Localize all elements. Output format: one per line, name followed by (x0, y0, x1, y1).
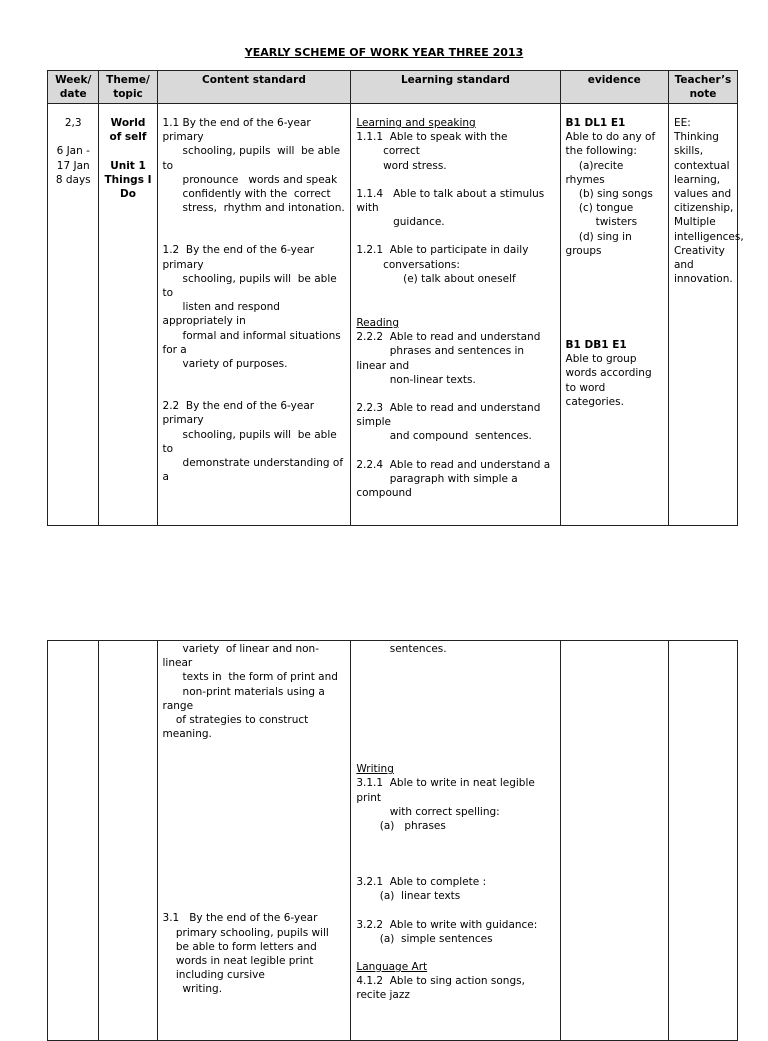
evidence-text-2: Able to group words according to word categories. (565, 353, 655, 408)
content-standard-3-1: 3.1 By the end of the 6-year primary schooling, pupils will be able to form letters and words in neat legible print including cursive writing. (162, 912, 329, 996)
scheme-table-page-2 (47, 640, 738, 1041)
content-cell (157, 104, 351, 526)
header-content: Content standard (157, 71, 351, 104)
table-row (48, 641, 738, 1041)
week-text: 2,3 6 Jan - 17 Jan 8 days (55, 117, 91, 186)
learning-standard-1-1-4: 1.1.4 Able to talk about a stimulus with guidance. (356, 187, 545, 229)
learning-standard-2-2-3: 2.2.3 Able to read and understand simple and compound sentences. (356, 402, 541, 443)
table-header-row (48, 71, 738, 104)
learning-standard-3-2-2: 3.2.2 Able to write with guidance: (a) simple sentences (356, 918, 538, 945)
scheme-table-page-1 (47, 70, 744, 526)
learning-cell (351, 641, 560, 1041)
evidence-cell (560, 104, 668, 526)
content-standard-1-2: 1.2 By the end of the 6-year primary schooling, pupils will be able to listen and respond appropriately in formal and informal situations for a variety of purposes. (162, 244, 341, 371)
theme-cell (99, 104, 157, 526)
learning-standard-2-2-2: 2.2.2 Able to read and understand phrases and sentences in linear and non-linear texts. (356, 331, 541, 386)
evidence-text-1: Able to do any of the following: (a)recite rhymes (b) sing songs (c) tongue twisters (d) sing in groups (565, 131, 656, 257)
week-cell (48, 104, 99, 526)
learning-heading-listening: Learning and speaking (356, 117, 476, 129)
content-standard-2-2: 2.2 By the end of the 6-year primary schooling, pupils will be able to demonstrate understanding of a (162, 400, 344, 484)
learning-standard-2-2-4: 2.2.4 Able to read and understand a paragraph with simple a compound (356, 458, 551, 500)
note-cell (668, 104, 744, 526)
learning-heading-language-art: Language Art (356, 961, 428, 974)
header-week: Week/ date (48, 71, 99, 104)
learning-standard-4-1-2: 4.1.2 Able to sing action songs, recite jazz (356, 975, 529, 1002)
evidence-code-1: B1 DL1 E1 (565, 117, 626, 129)
header-evidence: evidence (560, 71, 668, 104)
learning-heading-writing: Writing (356, 763, 394, 776)
learning-standard-1-2-1: 1.2.1 Able to participate in daily conversations: (e) talk about oneself (356, 244, 529, 285)
header-note: Teacher’s note (668, 71, 737, 104)
content-standard-2-2-continued: variety of linear and non-linear texts in the form of print and non-print materials using a range of strategies to construct meaning. (162, 643, 338, 741)
note-cell (668, 641, 737, 1041)
learning-cell (351, 104, 560, 526)
header-theme: Theme/ topic (99, 71, 157, 104)
theme-cell (99, 641, 157, 1041)
document-title: YEARLY SCHEME OF WORK YEAR THREE 2013 (244, 46, 524, 59)
learning-standard-continued: sentences. (356, 643, 447, 655)
table-row (48, 104, 738, 526)
evidence-code-2: B1 DB1 E1 (565, 339, 627, 352)
content-cell (157, 641, 351, 1041)
theme-text: World of self Unit 1 Things I Do (104, 117, 152, 201)
teacher-note-text: EE: Thinking skills, contextual learning, values and citizenship, Multiple intelligences, Creativity and innovation. (673, 117, 744, 286)
learning-heading-reading: Reading (356, 317, 399, 330)
week-cell (48, 641, 99, 1041)
evidence-cell (560, 641, 668, 1041)
header-learning: Learning standard (351, 71, 560, 104)
learning-standard-3-2-1: 3.2.1 Able to complete : (a) linear texts (356, 876, 487, 903)
learning-standard-1-1-1: 1.1.1 Able to speak with the correct word stress. (356, 131, 508, 172)
learning-standard-3-1-1: 3.1.1 Able to write in neat legible print with correct spelling: (a) phrases (356, 777, 535, 833)
content-standard-1-1: 1.1 By the end of the 6-year primary schooling, pupils will be able to pronounce words and speak confidently with the correct stress, rhythm and intonation. (162, 117, 345, 215)
